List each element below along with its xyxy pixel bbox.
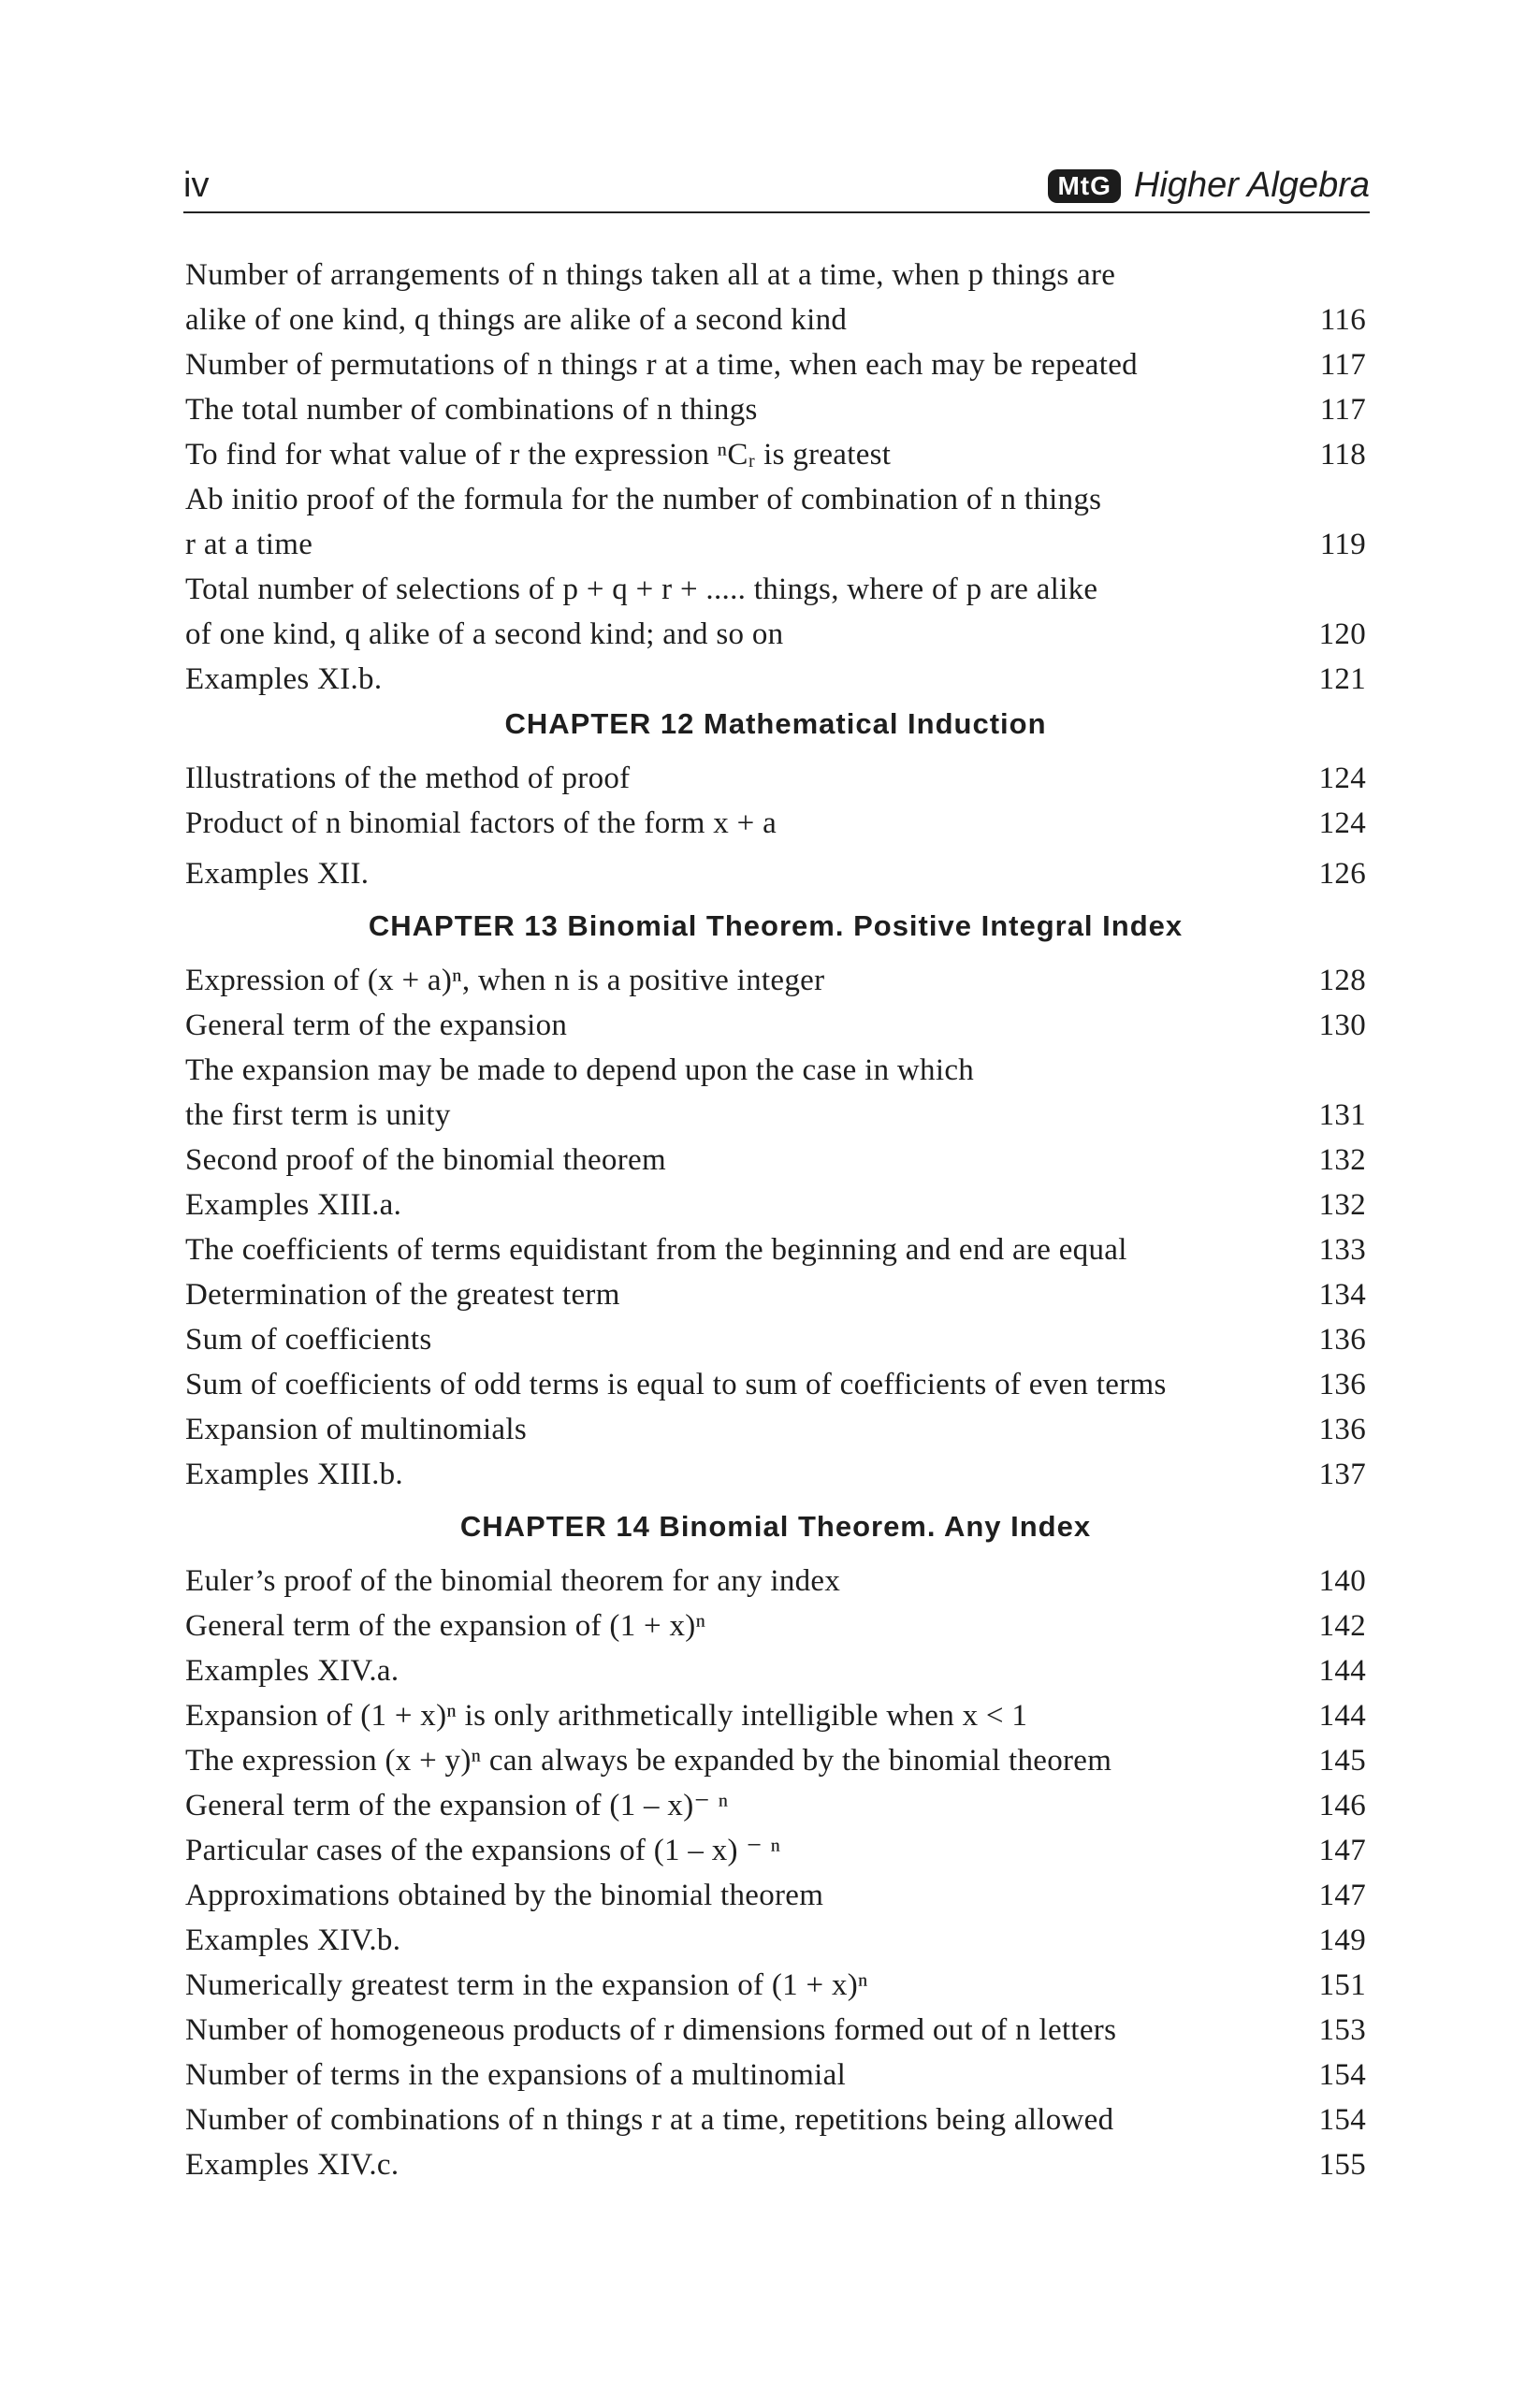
toc-entry-title: alike of one kind, q things are alike of a second kind [185, 303, 848, 337]
publisher-logo: MtG [1048, 169, 1120, 203]
toc-entry [185, 1452, 1366, 1497]
toc-entry-page: 154 [1318, 2058, 1366, 2092]
toc-entry [185, 567, 1366, 612]
toc-entry-page: 137 [1318, 1458, 1366, 1491]
toc-entry-title: The coefficients of terms equidistant from the beginning and end are equal [185, 1233, 1127, 1267]
toc-entry-page: 147 [1318, 1834, 1366, 1867]
toc-entry [185, 1648, 1366, 1693]
toc-entry [185, 1604, 1366, 1648]
toc-entry-page: 134 [1318, 1278, 1366, 1312]
toc-entry-page: 131 [1318, 1098, 1366, 1132]
toc-entry-title: Number of terms in the expansions of a multinomial [185, 2058, 847, 2092]
toc-entry [185, 1317, 1366, 1362]
toc-entry [185, 1738, 1366, 1783]
table-of-contents [185, 253, 1366, 2187]
toc-entry [185, 801, 1366, 846]
toc-entry-page: 124 [1318, 762, 1366, 795]
toc-entry-page: 145 [1318, 1744, 1366, 1778]
toc-entry-page: 117 [1319, 393, 1366, 427]
toc-entry-page: 155 [1318, 2148, 1366, 2182]
toc-entry-title: Total number of selections of p + q + r + ..... things, where of p are alike [185, 573, 1098, 606]
toc-entry [185, 342, 1366, 387]
toc-entry-page: 133 [1318, 1233, 1366, 1267]
toc-entry-title: Sum of coefficients of odd terms is equal to sum of coefficients of even terms [185, 1368, 1167, 1401]
toc-entry-page: 128 [1318, 964, 1366, 997]
toc-entry-title: the first term is unity [185, 1098, 451, 1132]
toc-entry [185, 387, 1366, 432]
toc-entry-title: Product of n binomial factors of the form x + a [185, 806, 777, 840]
toc-entry-title: Number of arrangements of n things taken all at a time, when p things are [185, 258, 1116, 292]
toc-entry-title: The expression (x + y)ⁿ can always be expanded by the binomial theorem [185, 1744, 1112, 1778]
toc-entry [185, 1963, 1366, 2008]
toc-entry-title: To find for what value of r the expression ⁿCᵣ is greatest [185, 438, 892, 472]
toc-entry-title: Number of homogeneous products of r dimensions formed out of n letters [185, 2013, 1117, 2047]
toc-entry-page: 121 [1318, 662, 1366, 696]
toc-entry-title: r at a time [185, 528, 313, 561]
toc-entry-page: 149 [1318, 1923, 1366, 1957]
toc-entry-page: 118 [1319, 438, 1366, 472]
toc-entry-title: The expansion may be made to depend upon the case in which [185, 1053, 975, 1087]
toc-entry-title: Number of combinations of n things r at a time, repetitions being allowed [185, 2103, 1114, 2137]
toc-entry [185, 253, 1366, 298]
toc-entry [185, 1362, 1366, 1407]
toc-entry-page: 120 [1318, 617, 1366, 651]
toc-entry-page: 136 [1318, 1413, 1366, 1446]
toc-entry-page: 130 [1318, 1009, 1366, 1042]
toc-entry [185, 522, 1366, 567]
book-title: Higher Algebra [1133, 166, 1370, 205]
toc-entry [185, 2142, 1366, 2187]
toc-entry-title: Ab initio proof of the formula for the number of combination of n things [185, 483, 1102, 516]
toc-entry-title: Particular cases of the expansions of (1 – x) ⁻ ⁿ [185, 1834, 781, 1867]
toc-entry [185, 1227, 1366, 1272]
toc-entry [185, 2097, 1366, 2142]
toc-entry-title: The total number of combinations of n things [185, 393, 758, 427]
toc-entry-page: 126 [1318, 857, 1366, 891]
toc-entry-title: Examples XIII.b. [185, 1458, 403, 1491]
toc-entry-title: Number of permutations of n things r at a time, when each may be repeated [185, 348, 1138, 382]
toc-entry-title: Examples XIV.b. [185, 1923, 401, 1957]
toc-entry-page: 119 [1319, 528, 1366, 561]
toc-entry-title: Expression of (x + a)ⁿ, when n is a positive integer [185, 964, 825, 997]
toc-entry-title: Expansion of (1 + x)ⁿ is only arithmetically intelligible when x < 1 [185, 1699, 1028, 1733]
toc-entry-page: 136 [1318, 1368, 1366, 1401]
toc-entry-title: Examples XII. [185, 857, 370, 891]
toc-entry [185, 2053, 1366, 2097]
toc-entry [185, 477, 1366, 522]
toc-entry [185, 2008, 1366, 2053]
toc-entry [185, 851, 1366, 896]
toc-entry [185, 1873, 1366, 1918]
toc-entry [185, 958, 1366, 1003]
toc-entry-title: Examples XIII.a. [185, 1188, 402, 1222]
toc-entry-page: 146 [1318, 1789, 1366, 1822]
toc-entry [185, 1559, 1366, 1604]
toc-entry-page: 144 [1318, 1699, 1366, 1733]
chapter-heading: CHAPTER 12 Mathematical Induction [504, 707, 1047, 740]
toc-entry-page: 124 [1318, 806, 1366, 840]
toc-entry-page: 153 [1318, 2013, 1366, 2047]
toc-entry-title: Expansion of multinomials [185, 1413, 527, 1446]
running-head [1048, 166, 1370, 206]
toc-entry [185, 1272, 1366, 1317]
toc-entry-title: General term of the expansion of (1 + x)ⁿ [185, 1609, 706, 1643]
toc-entry-title: Euler’s proof of the binomial theorem for any index [185, 1564, 841, 1598]
toc-entry [185, 1693, 1366, 1738]
toc-entry [185, 657, 1366, 702]
toc-entry-page: 140 [1318, 1564, 1366, 1598]
toc-entry [185, 1138, 1366, 1183]
toc-entry-page: 154 [1318, 2103, 1366, 2137]
toc-entry-title: Numerically greatest term in the expansion of (1 + x)ⁿ [185, 1968, 868, 2002]
toc-entry [185, 1048, 1366, 1093]
toc-entry [185, 612, 1366, 657]
page-number: iv [183, 166, 210, 205]
toc-entry [185, 432, 1366, 477]
toc-entry-title: Determination of the greatest term [185, 1278, 620, 1312]
toc-entry [185, 1003, 1366, 1048]
toc-entry [185, 1918, 1366, 1963]
toc-entry-page: 136 [1318, 1323, 1366, 1357]
toc-entry-title: Examples XIV.c. [185, 2148, 400, 2182]
toc-entry-page: 147 [1318, 1879, 1366, 1912]
toc-entry-page: 116 [1319, 303, 1366, 337]
toc-entry-title: Second proof of the binomial theorem [185, 1143, 666, 1177]
toc-entry-title: Examples XIV.a. [185, 1654, 400, 1688]
toc-entry-title: General term of the expansion [185, 1009, 568, 1042]
toc-entry [185, 1828, 1366, 1873]
toc-entry-title: Examples XI.b. [185, 662, 383, 696]
chapter-heading: CHAPTER 13 Binomial Theorem. Positive Integral Index [368, 909, 1184, 942]
toc-entry [185, 1183, 1366, 1227]
toc-entry [185, 1093, 1366, 1138]
toc-entry-title: Illustrations of the method of proof [185, 762, 631, 795]
toc-entry [185, 298, 1366, 342]
toc-entry-page: 151 [1318, 1968, 1366, 2002]
toc-entry-page: 144 [1318, 1654, 1366, 1688]
toc-entry-title: General term of the expansion of (1 – x)⁻ ⁿ [185, 1789, 729, 1822]
toc-entry-page: 132 [1318, 1143, 1366, 1177]
toc-entry-title: Sum of coefficients [185, 1323, 432, 1357]
toc-entry-page: 132 [1318, 1188, 1366, 1222]
chapter-heading: CHAPTER 14 Binomial Theorem. Any Index [459, 1510, 1092, 1543]
toc-entry-page: 117 [1319, 348, 1366, 382]
toc-entry [185, 1407, 1366, 1452]
toc-entry-title: of one kind, q alike of a second kind; and so on [185, 617, 784, 651]
toc-entry-title: Approximations obtained by the binomial theorem [185, 1879, 824, 1912]
toc-entry [185, 756, 1366, 801]
toc-entry [185, 1783, 1366, 1828]
page-header [183, 165, 1370, 213]
toc-entry-page: 142 [1318, 1609, 1366, 1643]
